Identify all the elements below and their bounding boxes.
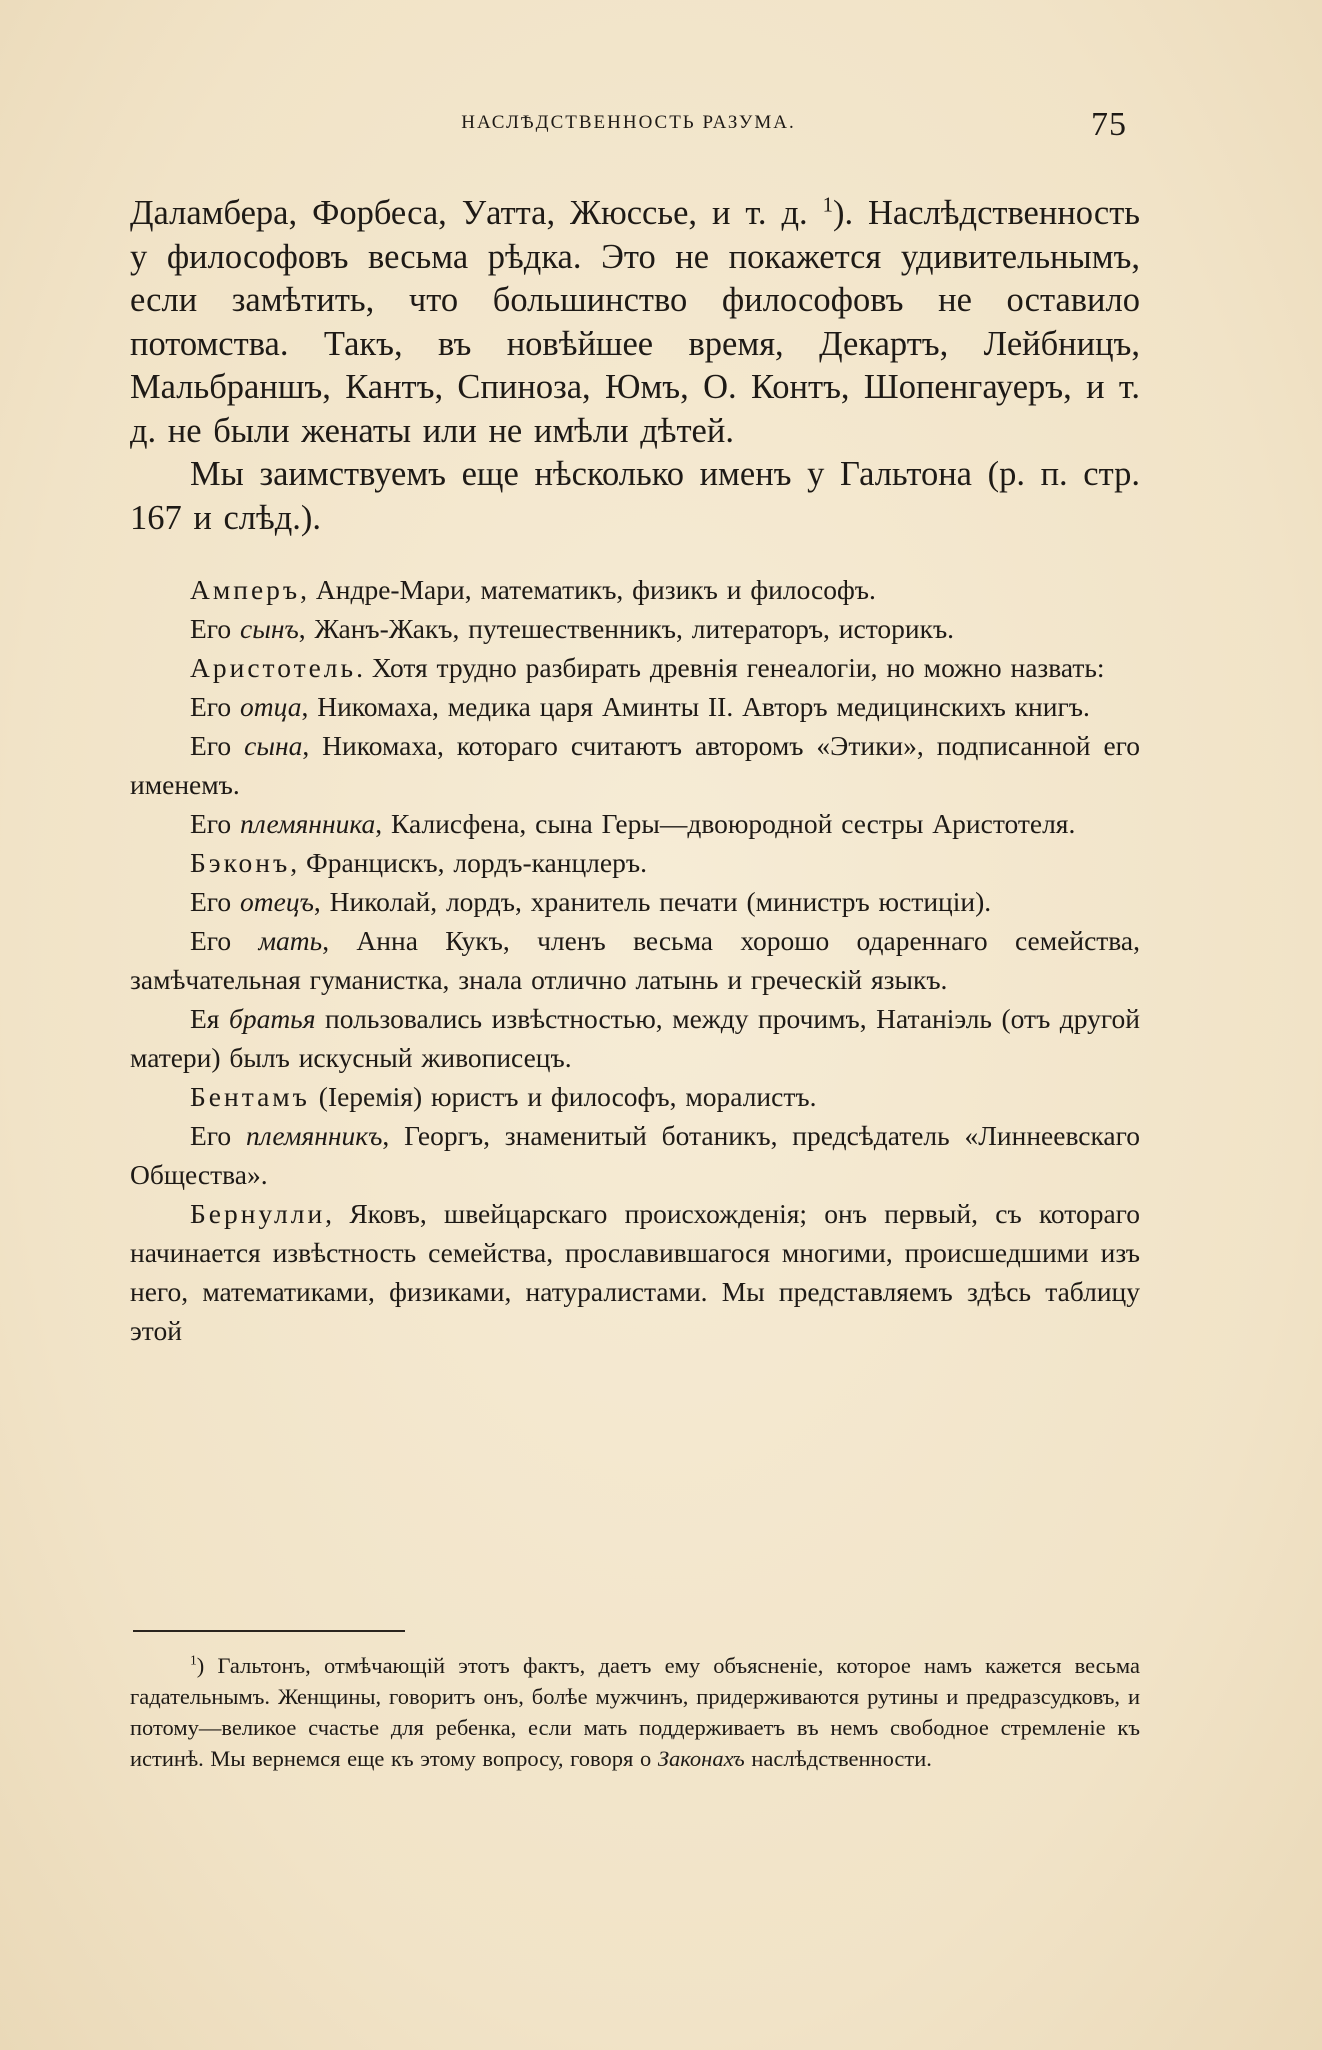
entry-prefix: Его [190,1120,246,1151]
entry-name: Бернулли [190,1198,326,1229]
entry-text: , Францискъ, лордъ-канцлеръ. [290,847,647,878]
footnote-italic: Законахъ [657,1746,745,1771]
entry-aristotle-father [130,687,1140,726]
running-head [130,106,1127,152]
entry-text: , Никомаха, котораго считаютъ авторомъ «Этики», подписанной его именемъ. [130,730,1140,800]
entry-name: Бентамъ [190,1081,310,1112]
entry-aristotle [130,648,1140,687]
footnote [130,1650,1140,1774]
entry-name: Бэконъ [190,847,291,878]
paragraph-galton: Мы заимствуемъ еще нѣсколько именъ у Гальтона (р. п. стр. 167 и слѣд.). [130,455,1140,537]
paragraph-continuation [130,192,1140,453]
entry-bentham-nephew [130,1116,1140,1194]
entry-text: . Хотя трудно разбирать древнія генеалогіи, но можно назвать: [356,652,1105,683]
entry-relation: сына [244,730,303,761]
entry-ampere [130,570,1140,609]
entry-relation: отецъ [240,886,314,917]
page-number: 75 [1091,106,1127,143]
entry-relation: племянникъ [245,1120,383,1151]
footnote-divider [133,1630,405,1632]
entry-bacon [130,843,1140,882]
running-title: НАСЛѢДСТВЕННОСТЬ РАЗУМА. [461,112,796,133]
entry-text: , Жанъ-Жакъ, путешественникъ, литераторъ, историкъ. [298,613,955,644]
footnote-reference: 1 [822,194,833,217]
entry-relation: братья [228,1003,316,1034]
entry-text: пользовались извѣстностью, между прочимъ, Натаніэль (отъ другой матери) былъ искусный живописецъ. [130,1003,1140,1073]
entry-prefix: Его [190,613,241,644]
entry-relation: мать [258,925,323,956]
entry-text: (Іеремія) юристъ и философъ, моралистъ. [309,1081,817,1112]
entry-bacon-brothers [130,999,1140,1077]
entry-prefix: Его [190,691,241,722]
entry-aristotle-nephew [130,804,1140,843]
entry-bernoulli [130,1194,1140,1350]
entry-prefix: Его [190,730,245,761]
paragraph-text: Даламбера, Форбеса, Уатта, Жюссье, и т. д. [130,194,808,232]
entry-text: , Андре-Мари, математикъ, физикъ и философъ. [300,574,876,605]
entry-prefix: Его [190,886,241,917]
entry-aristotle-son [130,726,1140,804]
footnote-text: ) Гальтонъ, отмѣчающій этотъ фактъ, даетъ ему объясненіе, которое намъ кажется весьма гадательнымъ. Женщины, говоритъ онъ, болѣе мужчинъ, придерживаются рутины и предразсудковъ, и потому—великое счастье для ребенка, если мать поддерживаетъ въ немъ свободное стремленіе къ истинѣ. Мы вернемся еще къ этому вопросу, говоря о [130,1653,1140,1771]
entry-prefix: Ея [190,1003,229,1034]
footnote-marker: 1 [190,1652,197,1668]
entry-text: , Никомаха, медика царя Аминты II. Авторъ медицинскихъ книгъ. [301,691,1090,722]
paragraph-text-after: ). Наслѣдственность у философовъ весьма рѣдка. Это не покажется удивительнымъ, если замѣтить, что большинство философовъ не оставило потомства. Такъ, въ новѣйшее время, Декартъ, Лейбницъ, Мальбраншъ, Кантъ, Спиноза, Юмъ, О. Контъ, Шопенгауеръ, и т. д. не были женаты или не имѣли дѣтей. [130,194,1141,450]
entry-text: , Анна Кукъ, членъ весьма хорошо одареннаго семейства, замѣчательная гуманистка, знала отлично латынь и греческій языкъ. [130,925,1140,995]
entry-name: Амперъ [190,574,301,605]
entry-relation: отца [240,691,302,722]
entry-prefix: Его [190,925,259,956]
entry-bacon-mother [130,921,1140,999]
entry-relation: племянника [240,808,376,839]
entry-text: , Калисфена, сына Геры—двоюродной сестры Аристотеля. [375,808,1076,839]
entry-relation: сынъ [240,613,299,644]
entry-prefix: Его [190,808,241,839]
entry-bentham [130,1077,1140,1116]
entry-bacon-father [130,882,1140,921]
entry-name: Аристотель [190,652,357,683]
entry-text: , Николай, лордъ, хранитель печати (министръ юстиціи). [313,886,992,917]
footnote-text-after: наслѣдственности. [744,1746,932,1771]
body-text [130,192,1140,1350]
entry-ampere-son [130,609,1140,648]
entry-text: , Яковъ, швейцарскаго происхожденія; онъ первый, съ котораго начинается извѣстность семейства, прославившагося многими, происшедшими изъ него, математиками, физиками, натуралистами. Мы представляемъ здѣсь таблицу этой [130,1198,1140,1346]
genealogy-entries [130,570,1140,1350]
entry-text: , Георгъ, знаменитый ботаникъ, предсѣдатель «Линнеевскаго Общества». [130,1120,1140,1190]
